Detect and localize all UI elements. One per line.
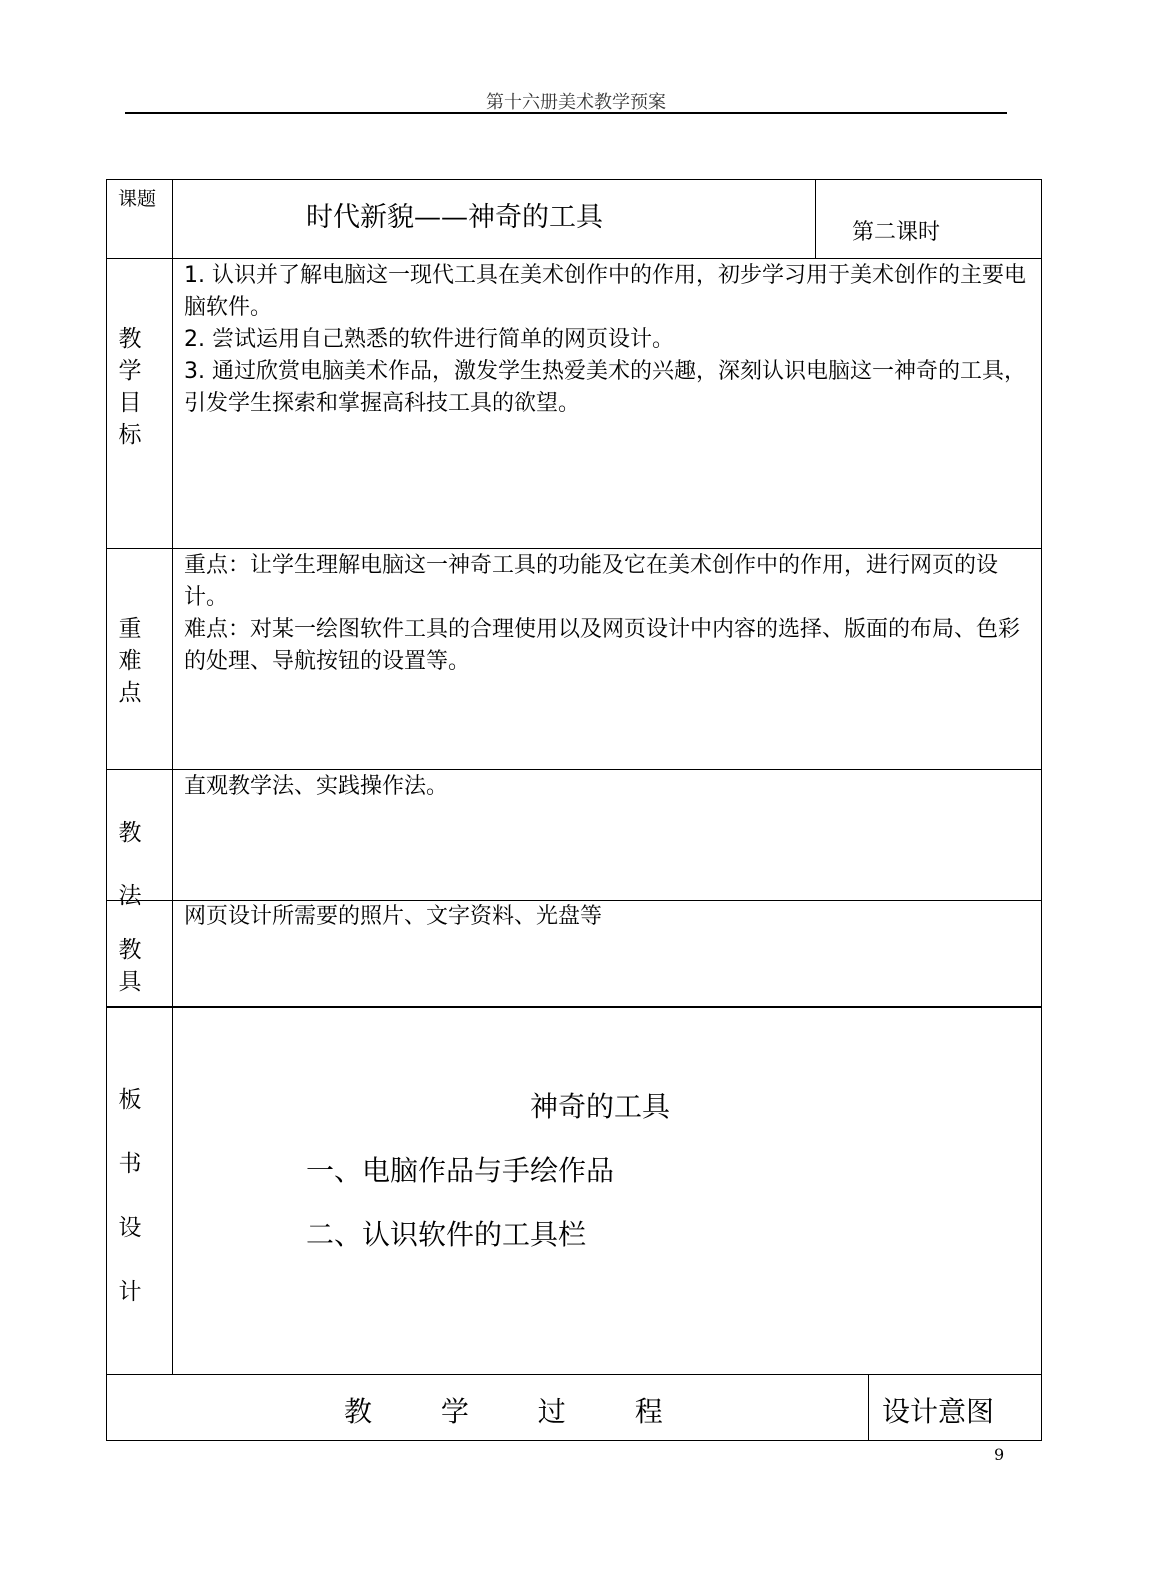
board-item: 一、电脑作品与手绘作品: [306, 1154, 615, 1187]
page-header: 第十六册美术教学预案: [486, 92, 666, 113]
intent-column-divider: [868, 1374, 869, 1441]
process-label: 教 学 过 程: [344, 1395, 663, 1428]
key-points-label: 重 难 点: [118, 616, 142, 706]
row-divider: [106, 548, 1042, 549]
objective-item: 3. 通过欣赏电脑美术作品，激发学生热爱美术的兴趣，深刻认识电脑这一神奇的工具，引发学生探索和掌握高科技工具的欲望。: [184, 359, 1026, 416]
row-divider: [106, 258, 1042, 259]
methods-label: 教 法: [118, 820, 142, 909]
objectives-label: 教 学 目 标: [118, 326, 142, 448]
objective-item: 2. 尝试运用自己熟悉的软件进行简单的网页设计。: [184, 327, 674, 352]
tools-text: 网页设计所需要的照片、文字资料、光盘等: [184, 904, 603, 929]
period-column-divider: [815, 179, 816, 258]
key-points-body: [184, 550, 1034, 678]
objectives-body: [184, 260, 1034, 420]
row-divider: [106, 1006, 1042, 1008]
tools-label: 教 具: [118, 937, 142, 995]
lesson-title: 时代新貌——神奇的工具: [306, 202, 603, 233]
objective-item: 1. 认识并了解电脑这一现代工具在美术创作中的作用，初步学习用于美术创作的主要电脑软件。: [184, 263, 1026, 320]
row-divider: [106, 769, 1042, 770]
board-label: 板 书 设 计: [118, 1087, 142, 1305]
lesson-period: 第二课时: [852, 220, 941, 245]
header-rule: [125, 112, 1007, 114]
methods-text: 直观教学法、实践操作法。: [184, 774, 449, 799]
difficult-point-item: 难点：对某一绘图软件工具的合理使用以及网页设计中内容的选择、版面的布局、色彩的处理、导航按钮的设置等。: [184, 617, 1021, 674]
page-number: 9: [994, 1445, 1005, 1464]
board-title: 神奇的工具: [530, 1090, 671, 1123]
row-divider: [106, 1374, 1042, 1375]
intent-label: 设计意图: [882, 1395, 995, 1428]
label-column-divider: [172, 179, 173, 1374]
topic-label: 课题: [118, 188, 157, 210]
board-item: 二、认识软件的工具栏: [306, 1218, 587, 1251]
key-point-item: 重点：让学生理解电脑这一神奇工具的功能及它在美术创作中的作用，进行网页的设计。: [184, 553, 999, 610]
